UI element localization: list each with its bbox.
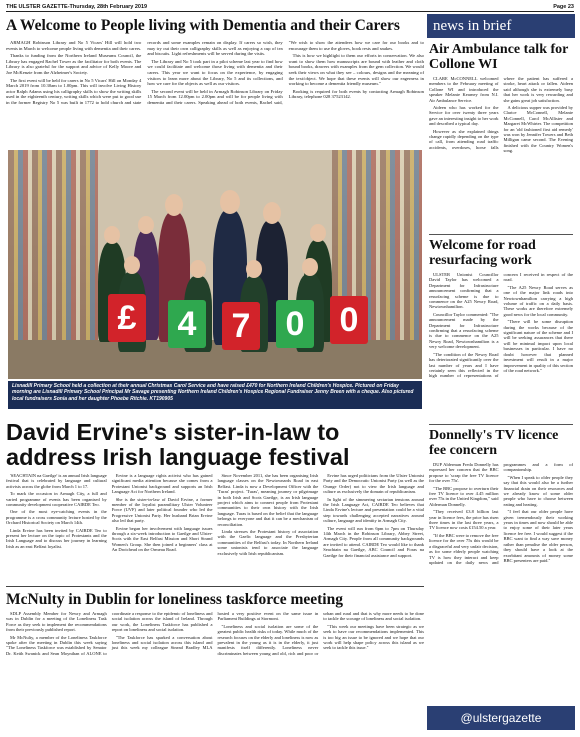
story3-headline: McNulty in Dublin for loneliness taskforce meeting [6, 591, 343, 608]
header-date: THE ULSTER GAZETTE-Thursday, 28th February 2019 [6, 4, 148, 10]
cheque-card: 0 [330, 296, 368, 344]
section-divider [6, 586, 424, 587]
story2-paragraph: 'SEACHTAIN na Gaeilge' is an annual Irish language festival that is celebrated by language and cultural activists across the globe from March 1 to 17. [6, 473, 107, 489]
cheque-card: 7 [222, 302, 260, 350]
cheque-card: £ [108, 294, 146, 342]
brief3-paragraph: "When I speak to older people they say that this would also be a further financial drain on their resources and we already know of some older people who have to choose between eating and heating. [503, 474, 573, 507]
story3-paragraph: Mr McNulty, a member of the Loneliness Taskforce spoke after the meeting in Dublin this week saying "The Loneliness Taskforce was established by Senator Dr. Keith Swanick and Sean Moynihan of ALONE to coordinate a response to the epidemic of loneliness and social isolation across the island of Ireland. Through our work, the Loneliness Taskforce has published a report on loneliness and social isolation. [6, 611, 213, 656]
brief2-headline: Welcome for road resurfacing work [429, 238, 536, 268]
brief2-paragraph: Councillor Taylor commented: "The announcement made by the Department for Infrastructure confirming that a resurfacing scheme is due to commence on the A25 Newry Road, Newtownhamilton is a very welcome development. [429, 311, 499, 350]
story2-paragraph: Ervine is a language rights activist who has gained significant media attention because she comes from a Protestant Unionist background and supports an Irish Language Act for Northern Ireland. [111, 473, 213, 495]
brief1-headline: Air Ambulance talk for Collone WI [429, 42, 569, 72]
story1-paragraph: The first event will be held for carers in No 5 Vicars' Hill on Monday 4 March 2019 from 10.30am to 1.00pm. This will involve Living History actor Ralph Adams using his calligraphy skills to show the writing skills used in the eighteenth century, writing skills which were put to good use in the former Registry No 5 was built in 1772 to hold church and state records and some examples remain on display. If carers so wish, they may try out their own calligraphy skills as well as enjoying a cup of tea and biscuits. Light refreshments will be served during the visits. [6, 40, 283, 105]
story1-paragraph: The second event will be held in Armagh Robinson Library on Friday 15 March from 12.00pm to 2.00pm and will be for people living with dementia and their carers. Speaking ahead of both events, Rachel said, "We wish to show the attendees how we care for our books and to encourage them to use the gloves, book rests and snakes. [147, 40, 424, 105]
brief2-paragraph: "There will be some disruption during the works because of the significant nature of the scheme and I will be seeking assurances that there will be minimal impact upon local businesses in particular. I have no doubt however that planned investment will result in a major improvement in quality of this section of the road network." [503, 319, 573, 373]
cheque-card: 4 [168, 300, 206, 348]
story2-paragraph: Linda stresses the Protestant history of association with the Gaelic language and the Presbyterian communities of the Belfast's today. In Northern Ireland some unionists tend to associate the language exclusively with Irish republicanism. [217, 529, 319, 556]
person-head [138, 216, 154, 234]
cheque-card: 0 [276, 300, 314, 348]
story1-headline: A Welcome to People living with Dementia and their Carers [6, 17, 400, 34]
person-head [220, 190, 240, 214]
brief1-body [429, 76, 573, 226]
story2-paragraph: One of the most eye-catching events in the programme is a cross community lecture hosted by the Orchard Historical Society on March 14th. [6, 509, 107, 526]
story2-headline: David Ervine's sister-in-law to address Irish language festival [6, 419, 350, 470]
floor [8, 340, 422, 379]
story2-paragraph: She is the sister-in-law of David Ervine, a former member of the loyalist paramilitary Ulster Volunteer Force (UVF) and later political founder who led the Progressive Unionist Party. Her husband Brian Ervine also led that party. [111, 496, 213, 524]
sidebar-divider [429, 424, 573, 425]
story1-body [6, 40, 424, 140]
story1-paragraph: ARMAGH Robinson Library and No 5 Vicars' Hill will hold two events in March to welcome people living with dementia and their carers. [6, 40, 142, 51]
person-head [165, 194, 183, 216]
brief1-paragraph: CLARE McCONNELL welcomed members to the February meeting of Collone WI and introduced the speaker Melanie Kearney from N.I. Air Ambulance Service. [429, 76, 499, 103]
brief3-headline: Donnelly's TV licence fee concern [429, 428, 559, 458]
brief1-paragraph: A delicious supper was provided by Clarice McConnell, Melanie McConnell, Carol McAllister and Margaret McWhirter. The competition for an 'old fashioned first aid remedy' was won by Jennifer Towers and Beth Milligan came second. The Evening finished with the Country Women's song. [503, 105, 573, 154]
sidebar-divider [429, 234, 573, 235]
cheque-photo [8, 150, 422, 379]
pupil-head [310, 224, 326, 242]
story1-paragraph: Thanks to funding from the Northern Ireland Museums Council, the Library has engaged Rachel Tower as the facilitator for both events. The Library is also grateful for the support and advice of Kelly Moore and Joe McKenzie from the Alzheimer's Society. [6, 53, 142, 75]
story2-paragraph: Linda Ervine has been invited by CAIRDE Teo to present her lecture on the topic of Protestants and the Irish Language and to discuss her journey in learning Irish as an east Belfast loyalist. [6, 527, 107, 549]
story3-paragraph: "The Taskforce has sparked a conversation about loneliness and social isolation across this island and just this week my colleague Sinead Bradley MLA hosted a very positive event on the same issue in Parliament Buildings at Stormont. [111, 611, 319, 651]
page-number: Page 23 [553, 4, 574, 10]
pupil-head [246, 260, 262, 278]
story2-paragraph: Ervine began her involvement with language issues through a six-week introduction to Gaeilge and Ulster-Scots with the East Belfast Mission and Short Strand Women's Group. She then joined a beginners' class at An Droichead on the Ormeau Road. [111, 525, 213, 553]
story3-paragraph: "Loneliness and social isolation are some of the greatest public health risks of today. While much of the research focuses on the elderly and loneliness is now as prevalent in the young as it is in the elderly, it just manifests itself differently. Loneliness never discriminates between young and old, rich and poor or urban and rural and that is why more needs to be done to tackle the scourge of loneliness and social isolation. [217, 611, 424, 656]
story2-paragraph: The event will run from 6pm to 7pm on Thursday 14th March in the Robinson Library, Abbey Street, Armagh City. People from all community backgrounds are invited to attend. CAIRDE Teo would like to thank Seachtain na Gaeilge, ABC Council and Foras na Gaeilge for their financial assistance and support. [323, 525, 424, 558]
photo-caption: Lisnadill Primary School held a collection at their annual Christmas Carol Service and have raised £470 for Northern Ireland Children's Hospice. Pictured on Friday morning are Lisnadill Primary School Principal Mr Savage presenting Northern Ireland Children's Hospice Regional Fundraiser Jenny Breen with a cheque. Also pictured local fundraisers Sonia and her daughter Phoebe Ritchie. KT190905 [8, 381, 422, 409]
story2-body [6, 473, 424, 581]
brief3-paragraph: DUP Alderman Freda Donnelly has expressed her concern that the BBC propose to 'scrap the free TV licence for the over 75s'. [429, 462, 499, 484]
pupil-head [124, 256, 140, 274]
twitter-handle-banner[interactable]: @ulstergazette [427, 706, 575, 730]
brief2-body [429, 272, 573, 418]
story2-paragraph: To mark the occasion in Armagh City, a full and varied programme of events has been organised by community development cooperative CAIRDE Teo. [6, 491, 107, 508]
brief1-paragraph: Aideen who has worked for the Service for over twenty three years gave an interesting insight to her work and described a typical day. [429, 105, 499, 127]
story2-paragraph: Since November 2011, she has been organising Irish language classes on the Newtownards Road in east Belfast. Linda is now a Development Officer with the 'Turas' project. 'Turas', meaning journey or pilgrimage in both Irish and Scots Gaeilge, is an Irish language project which aims to connect people from Protestant communities to their own history with the Irish language. Turas is based on the belief that the language belongs to everyone and that it can be a mechanism of reconciliation. [217, 473, 319, 527]
story2-paragraph: Ervine has urged politicians from the Ulster Unionist Party and the Democratic Unionist Party (as well as the Orange Order) not to view the Irish language and culture as exclusively the domain of republicanism. [323, 473, 424, 495]
story1-paragraph: This is how we highlight to them our efforts in conservation. We also want to show them how manuscripts are bound with leather and cloth bound books, drawers with examples from the gem collection. We would seek their views on what they see – colours, designs and the meaning of the text/object. We hope that these events will show our eagerness in working to become a dementia friendly museum." [288, 53, 424, 87]
brief2-paragraph: "The A25 Newry Road serves as one of the major link roads into Newtownhamilton carrying a high volume of traffic on a daily basis. These works are therefore extremely good news for the local community. [503, 284, 573, 317]
story3-body [6, 611, 424, 729]
brief3-body [429, 462, 573, 700]
header-rule [6, 11, 574, 12]
story1-paragraph: The Library and No 5 took part in a pilot scheme last year to find how we could facilitate and welcome those living with dementia and their carers. This year we want to focus on the experience, by engaging visitors to learn more about the Library, No 5 and its collections, and how we care for the objects as well as our visitors. [147, 58, 283, 87]
brief3-paragraph: "If the BBC were to remove the free licence for the over 75s this would be a disgraceful and very unfair decision, as for some elderly people watching TV is how they interact and keep updated on the daily news and programmes and a form of companionship. [429, 462, 573, 565]
news-in-brief-banner: news in brief [427, 14, 575, 38]
pupil-head [302, 258, 318, 276]
brief2-paragraph: "The condition of the Newry Road has deteriorated significantly over the last number of years and I have certainly seen this reflected in the high number of representations of concern I received in respect of the road. [429, 272, 573, 379]
story1-paragraph: Booking is required for both events by contacting Armagh Robinson Library, telephone 028 37523142. [288, 88, 424, 100]
story3-paragraph: "This week our meetings have been strategic as we seek to have our recommendations implemented. This is too big an issue to be ignored and we hope that our work will help shape policy across this island as we seek to tackle this issue." [323, 623, 424, 651]
story2-paragraph: In light of the simmering sectarian tensions around the Irish Language Act, CAIRDE Teo believes that Linda Ervine's lecture and presentation could be a vital step towards challenging accepted narratives around culture, language and identity in Armagh City. [323, 496, 424, 524]
pupil-head [190, 260, 206, 278]
brief3-paragraph: "The BBC propose to overturn their free TV licence to over 4.45 million over 75s in the United Kingdom," said Alderman Donnelly. [429, 485, 499, 507]
brief3-paragraph: "They received £3.8 billion last year in licence fees, the price has risen three times in the last three years, a TV licence now costs £154.50 a year. [429, 509, 499, 531]
brief3-paragraph: "I feel that our older people have given tremendously their working years in times and now should be able to enjoy some of their later years licence fee free. I would suggest if the BBC want to find a way save money rather than penalise the older person, they should have a look at the exorbitant amounts of money some BBC presenters are paid." [503, 509, 573, 563]
pupil-head [104, 226, 120, 244]
person-head [263, 202, 281, 224]
brief2-paragraph: ULSTER Unionist Councillor David Taylor has welcomed a Department for Infrastructure announcement confirming that a resurfacing scheme is due to commence on the A25 Newry Road, Newtownhamilton. [429, 272, 499, 310]
story3-paragraph: SDLP Assembly Member for Newry and Armagh was in Dublin for a meeting of the Loneliness Task Force as they seek to implement the recommendations from their previously published report. [6, 611, 107, 633]
brief1-paragraph: However as she explained things change rapidly depending on the type of call, from attending road traffic accidents, overdoses, horse falls where the patient has suffered a stroke, heart attack or fallen. Aideen said although she is extremely busy that her work is very rewarding and she gains great job satisfaction. [429, 76, 573, 150]
